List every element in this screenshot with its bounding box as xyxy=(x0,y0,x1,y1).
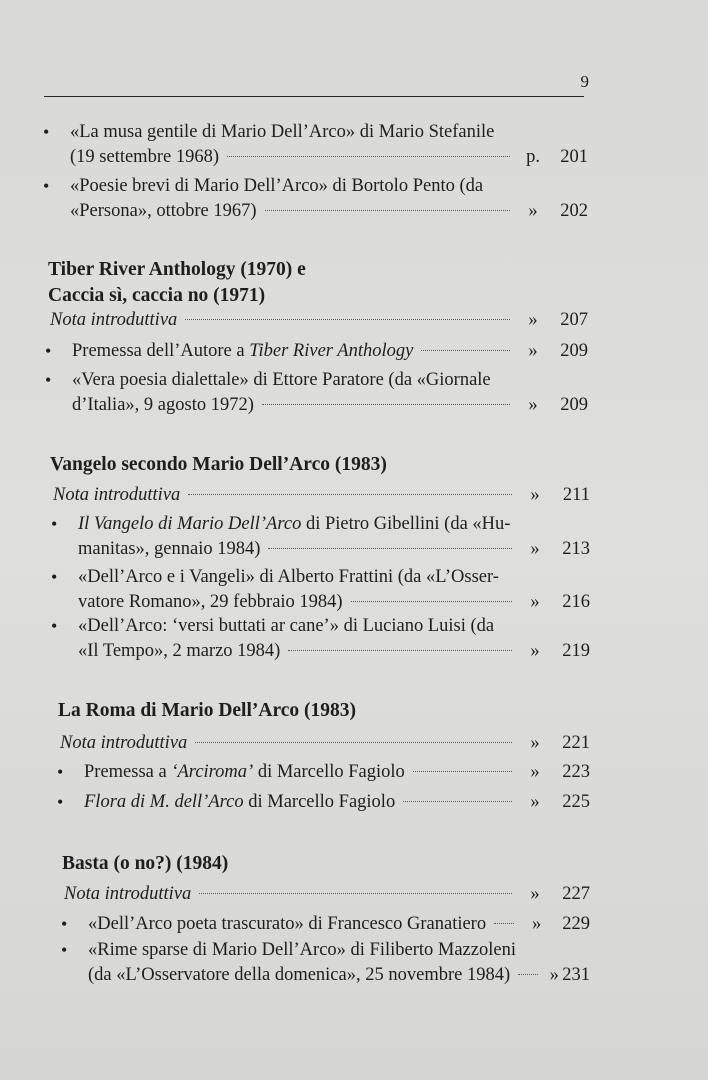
entry-title-text: Premessa a xyxy=(84,762,172,782)
entry-last-line xyxy=(84,790,590,815)
page-ref-marker: » xyxy=(528,395,538,415)
entry-title-text: Premessa dell’Autore a xyxy=(72,341,250,361)
leader-dots xyxy=(227,156,510,157)
entry-title-italic: Il Vangelo di Mario Dell’Arco xyxy=(78,514,302,534)
entry-last-line xyxy=(88,912,590,937)
entry-title-text: «Rime sparse di Mario Dell’Arco» di Filiberto Mazzoleni xyxy=(88,940,516,960)
page-ref-marker: » xyxy=(530,733,540,753)
page-ref-marker: » xyxy=(530,485,540,505)
entry-title-italic: Tiber River Anthology xyxy=(249,341,414,361)
header-rule xyxy=(44,96,584,97)
entry-title-text: «La musa gentile di Mario Dell’Arco» di Mario Stefanile xyxy=(70,122,495,142)
entry-title-text: (19 settembre 1968) xyxy=(70,147,219,167)
page-number-ref: 211 xyxy=(562,485,590,505)
toc-entry-nota[interactable] xyxy=(60,731,590,756)
toc-entry[interactable] xyxy=(51,512,590,562)
entry-title-line xyxy=(88,938,590,963)
section-heading-line: Vangelo secondo Mario Dell’Arco (1983) xyxy=(50,454,387,475)
page-number-ref: 221 xyxy=(562,733,590,753)
page-number-ref: 209 xyxy=(560,341,588,361)
section-heading xyxy=(48,257,306,309)
page-number-ref: 213 xyxy=(562,539,590,559)
toc-entry[interactable] xyxy=(43,174,588,224)
toc-entry[interactable] xyxy=(51,614,590,664)
entry-last-line xyxy=(64,882,590,907)
entry-last-line xyxy=(53,483,590,508)
entry-title-text: (da «L’Osservatore della domenica», 25 novembre 1984) xyxy=(88,965,511,985)
bullet-icon: • xyxy=(61,940,68,960)
bullet-icon: • xyxy=(51,514,58,534)
toc-entry[interactable] xyxy=(61,938,590,988)
toc-entry[interactable] xyxy=(57,760,590,785)
entry-last-line xyxy=(72,393,588,418)
entry-last-line xyxy=(70,199,588,224)
entry-title-line xyxy=(70,120,588,145)
nota-label: Nota introduttiva xyxy=(50,310,178,330)
entry-title-text: di Marcello Fagiolo xyxy=(253,762,405,782)
entry-title-text xyxy=(78,590,343,615)
page-ref-marker: » xyxy=(528,201,538,221)
bullet-icon: • xyxy=(51,616,58,636)
leader-dots xyxy=(288,650,512,651)
entry-title-text xyxy=(64,882,191,907)
page-number-ref: 225 xyxy=(562,792,590,812)
bullet-icon: • xyxy=(57,762,64,782)
entry-title-text: di Pietro Gibellini (da «Hu- xyxy=(301,514,511,534)
entry-last-line xyxy=(50,308,588,333)
bullet-icon: • xyxy=(57,792,64,812)
page-number-ref: 223 xyxy=(562,762,590,782)
page-number-ref: 219 xyxy=(562,641,590,661)
entry-title-italic: ‘Arciroma’ xyxy=(171,762,254,782)
leader-dots xyxy=(268,548,512,549)
bullet-icon: • xyxy=(51,567,58,587)
toc-entry[interactable] xyxy=(51,565,590,615)
entry-title-line xyxy=(70,174,588,199)
entry-title-text: d’Italia», 9 agosto 1972) xyxy=(72,395,254,415)
leader-dots xyxy=(351,601,512,602)
page-ref-marker: » xyxy=(530,539,540,559)
page-ref-marker: p. xyxy=(526,147,540,167)
leader-dots xyxy=(185,319,510,320)
page-number-ref: 209 xyxy=(560,395,588,415)
toc-entry[interactable] xyxy=(45,368,588,418)
entry-title-text: manitas», gennaio 1984) xyxy=(78,539,261,559)
entry-title-line xyxy=(78,565,590,590)
page-number-ref: 227 xyxy=(562,884,590,904)
bullet-icon: • xyxy=(43,122,50,142)
toc-entry[interactable] xyxy=(61,912,590,937)
entry-last-line xyxy=(84,760,590,785)
entry-title-text xyxy=(70,199,257,224)
section-heading-line: Caccia sì, caccia no (1971) xyxy=(48,285,266,306)
entry-title-text: «Dell’Arco e i Vangeli» di Alberto Frattini (da «L’Osser- xyxy=(78,567,499,587)
entry-title-text: «Poesie brevi di Mario Dell’Arco» di Bortolo Pento (da xyxy=(70,176,484,196)
entry-last-line xyxy=(78,590,590,615)
entry-last-line xyxy=(78,639,590,664)
bullet-icon: • xyxy=(43,176,50,196)
entry-title-text xyxy=(50,308,177,333)
page-ref-marker: » xyxy=(530,641,540,661)
entry-title-italic: Flora di M. dell’Arco xyxy=(84,792,244,812)
entry-title-text xyxy=(60,731,187,756)
entry-title-text: di Marcello Fagiolo xyxy=(243,792,396,812)
entry-last-line xyxy=(72,339,588,364)
leader-dots xyxy=(262,404,510,405)
nota-label: Nota introduttiva xyxy=(60,733,188,753)
leader-dots xyxy=(265,210,510,211)
page-ref-marker: » xyxy=(528,310,538,330)
page-number-ref: 216 xyxy=(562,592,590,612)
page-number-ref: 229 xyxy=(562,914,590,934)
entry-title-line xyxy=(78,512,590,537)
page-ref-marker: » xyxy=(530,884,540,904)
entry-title-text xyxy=(88,912,486,937)
entry-title-text xyxy=(53,483,180,508)
entry-title-text xyxy=(84,760,405,785)
entry-title-text: «Dell’Arco poeta trascurato» di Francesco Granatiero xyxy=(88,914,487,934)
page-number-ref: 202 xyxy=(560,201,588,221)
leader-dots xyxy=(195,742,512,743)
entry-last-line xyxy=(88,963,590,988)
entry-last-line xyxy=(60,731,590,756)
leader-dots xyxy=(421,350,510,351)
toc-entry-nota[interactable] xyxy=(53,483,590,508)
page-ref-marker: » xyxy=(549,965,559,985)
entry-last-line xyxy=(78,537,590,562)
page-ref-marker: » xyxy=(530,592,540,612)
bullet-icon: • xyxy=(61,914,68,934)
section-heading xyxy=(62,851,228,877)
page-ref-marker: » xyxy=(530,792,540,812)
page-ref-marker: » xyxy=(532,914,542,934)
leader-dots xyxy=(188,494,512,495)
section-heading xyxy=(58,698,356,724)
toc-entry-nota[interactable] xyxy=(50,308,588,333)
bullet-icon: • xyxy=(45,341,52,361)
entry-title-text: «Il Tempo», 2 marzo 1984) xyxy=(78,641,281,661)
entry-title-text: vatore Romano», 29 febbraio 1984) xyxy=(78,592,343,612)
page-ref-marker: » xyxy=(530,762,540,782)
section-heading-line: Tiber River Anthology (1970) e xyxy=(48,259,306,280)
leader-dots xyxy=(518,974,538,975)
leader-dots xyxy=(494,923,514,924)
page-ref-marker: » xyxy=(528,341,538,361)
page-number-ref: 201 xyxy=(560,147,588,167)
toc-entry[interactable] xyxy=(57,790,590,815)
entry-title-text: «Persona», ottobre 1967) xyxy=(70,201,257,221)
nota-label: Nota introduttiva xyxy=(64,884,192,904)
entry-last-line xyxy=(70,145,588,170)
toc-entry[interactable] xyxy=(43,120,588,170)
entry-title-text xyxy=(78,639,280,664)
entry-title-text: «Dell’Arco: ‘versi buttati ar cane’» di Luciano Luisi (da xyxy=(78,616,495,636)
entry-title-text: «Vera poesia dialettale» di Ettore Paratore (da «Giornale xyxy=(72,370,491,390)
entry-title-text xyxy=(72,339,413,364)
leader-dots xyxy=(199,893,512,894)
page-number: 9 xyxy=(580,72,589,91)
bullet-icon: • xyxy=(45,370,52,390)
section-heading xyxy=(50,452,387,478)
entry-title-text xyxy=(70,145,219,170)
entry-title-text xyxy=(72,393,254,418)
page-number-ref: 207 xyxy=(560,310,588,330)
leader-dots xyxy=(403,801,512,802)
entry-title-text xyxy=(78,537,260,562)
nota-label: Nota introduttiva xyxy=(53,485,181,505)
entry-title-line xyxy=(78,614,590,639)
toc-entry[interactable] xyxy=(45,339,588,364)
entry-title-text xyxy=(84,790,395,815)
entry-title-line xyxy=(72,368,588,393)
toc-entry-nota[interactable] xyxy=(64,882,590,907)
section-heading-line: La Roma di Mario Dell’Arco (1983) xyxy=(58,700,357,721)
section-heading-line: Basta (o no?) (1984) xyxy=(62,853,229,874)
leader-dots xyxy=(413,771,512,772)
entry-title-text xyxy=(88,963,510,988)
page-number-ref: 231 xyxy=(562,965,590,985)
